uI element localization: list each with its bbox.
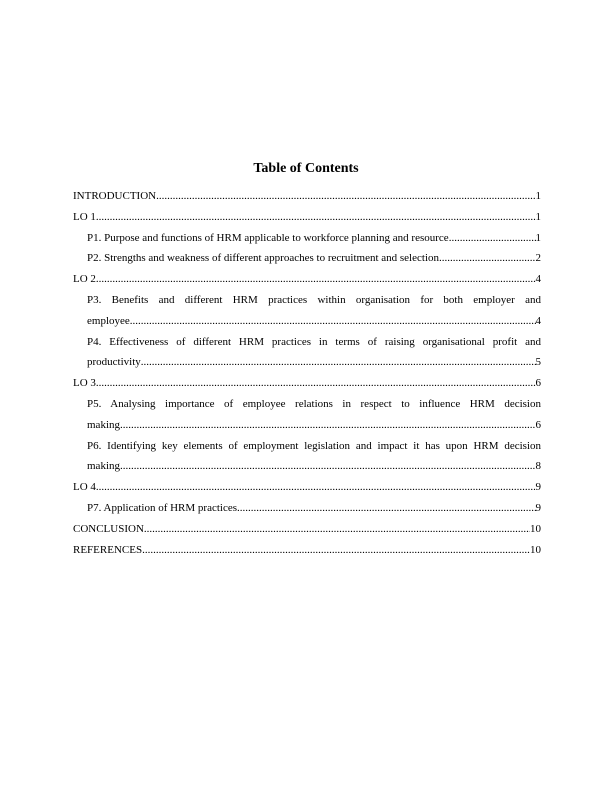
toc-entry-references[interactable] (73, 540, 541, 561)
toc-entry-lo3[interactable] (73, 373, 541, 394)
toc-entry-p5[interactable] (73, 394, 541, 436)
toc-entry-label: LO 1 (73, 210, 96, 223)
toc-entry-label: P1. Purpose and functions of HRM applicable to workforce planning and resource (87, 231, 449, 244)
table-of-contents (73, 186, 541, 560)
toc-entry-introduction[interactable] (73, 186, 541, 207)
toc-entry-p3[interactable] (73, 290, 541, 332)
toc-entry-label: REFERENCES (73, 543, 143, 556)
toc-entry-label: LO 3 (73, 377, 96, 390)
toc-page-number: 9 (535, 501, 541, 514)
toc-page-number: 1 (535, 190, 541, 202)
toc-entry-label: LO 4 (73, 481, 96, 494)
toc-entry-label-line2: making (87, 418, 120, 431)
dot-leader (156, 186, 535, 207)
toc-page-number: 1 (535, 231, 541, 244)
toc-entry-label: INTRODUCTION (73, 190, 157, 202)
toc-entry-label-line1: P4. Effectiveness of different HRM practices in terms of raising organisational profit and (87, 335, 541, 348)
toc-page-number: 4 (535, 314, 541, 327)
dot-leader (120, 415, 536, 436)
toc-entry-label-line1: P6. Identifying key elements of employment legislation and impact it has upon HRM decision (87, 439, 541, 452)
dot-leader (96, 269, 536, 290)
dot-leader (130, 311, 536, 332)
dot-leader (96, 207, 536, 228)
toc-entry-lo1[interactable] (73, 207, 541, 228)
toc-page-number: 2 (535, 252, 541, 265)
toc-entry-p6[interactable] (73, 436, 541, 478)
toc-entry-label: LO 2 (73, 273, 96, 286)
toc-page-number: 10 (530, 543, 541, 556)
page-title: Table of Contents (253, 161, 359, 176)
toc-entry-label-line2: employee (87, 314, 130, 327)
dot-leader (144, 519, 530, 540)
toc-entry-label: P2. Strengths and weakness of different approaches to recruitment and selection (87, 252, 439, 265)
dot-leader (96, 477, 536, 498)
toc-entry-label: P7. Application of HRM practices (87, 501, 238, 514)
toc-entry-label-line2: productivity (87, 356, 141, 369)
toc-entry-label-line1: P5. Analysing importance of employee relations in respect to influence HRM decision (87, 397, 541, 410)
toc-entry-label-line1: P3. Benefits and different HRM practices within organisation for both employer and (87, 293, 541, 306)
toc-page-number: 9 (535, 481, 541, 494)
dot-leader (96, 373, 536, 394)
toc-entry-lo4[interactable] (73, 477, 541, 498)
dot-leader (120, 456, 536, 477)
toc-page-number: 5 (535, 356, 541, 369)
toc-entry-p2[interactable] (73, 248, 541, 269)
toc-entry-label-line2: making (87, 460, 120, 473)
toc-entry-p1[interactable] (73, 228, 541, 249)
dot-leader (449, 228, 536, 249)
toc-entry-p7[interactable] (73, 498, 541, 519)
dot-leader (439, 248, 536, 269)
toc-page-number: 10 (530, 522, 541, 535)
toc-page-number: 6 (535, 377, 541, 390)
toc-entry-label: CONCLUSION (73, 522, 144, 535)
toc-entry-lo2[interactable] (73, 269, 541, 290)
dot-leader (237, 498, 535, 519)
toc-page-number: 4 (535, 273, 541, 286)
toc-entry-p4[interactable] (73, 332, 541, 374)
toc-page-number: 1 (535, 210, 541, 223)
dot-leader (141, 352, 536, 373)
dot-leader (142, 540, 530, 561)
toc-entry-conclusion[interactable] (73, 519, 541, 540)
toc-page-number: 8 (535, 460, 541, 473)
toc-page-number: 6 (535, 418, 541, 431)
